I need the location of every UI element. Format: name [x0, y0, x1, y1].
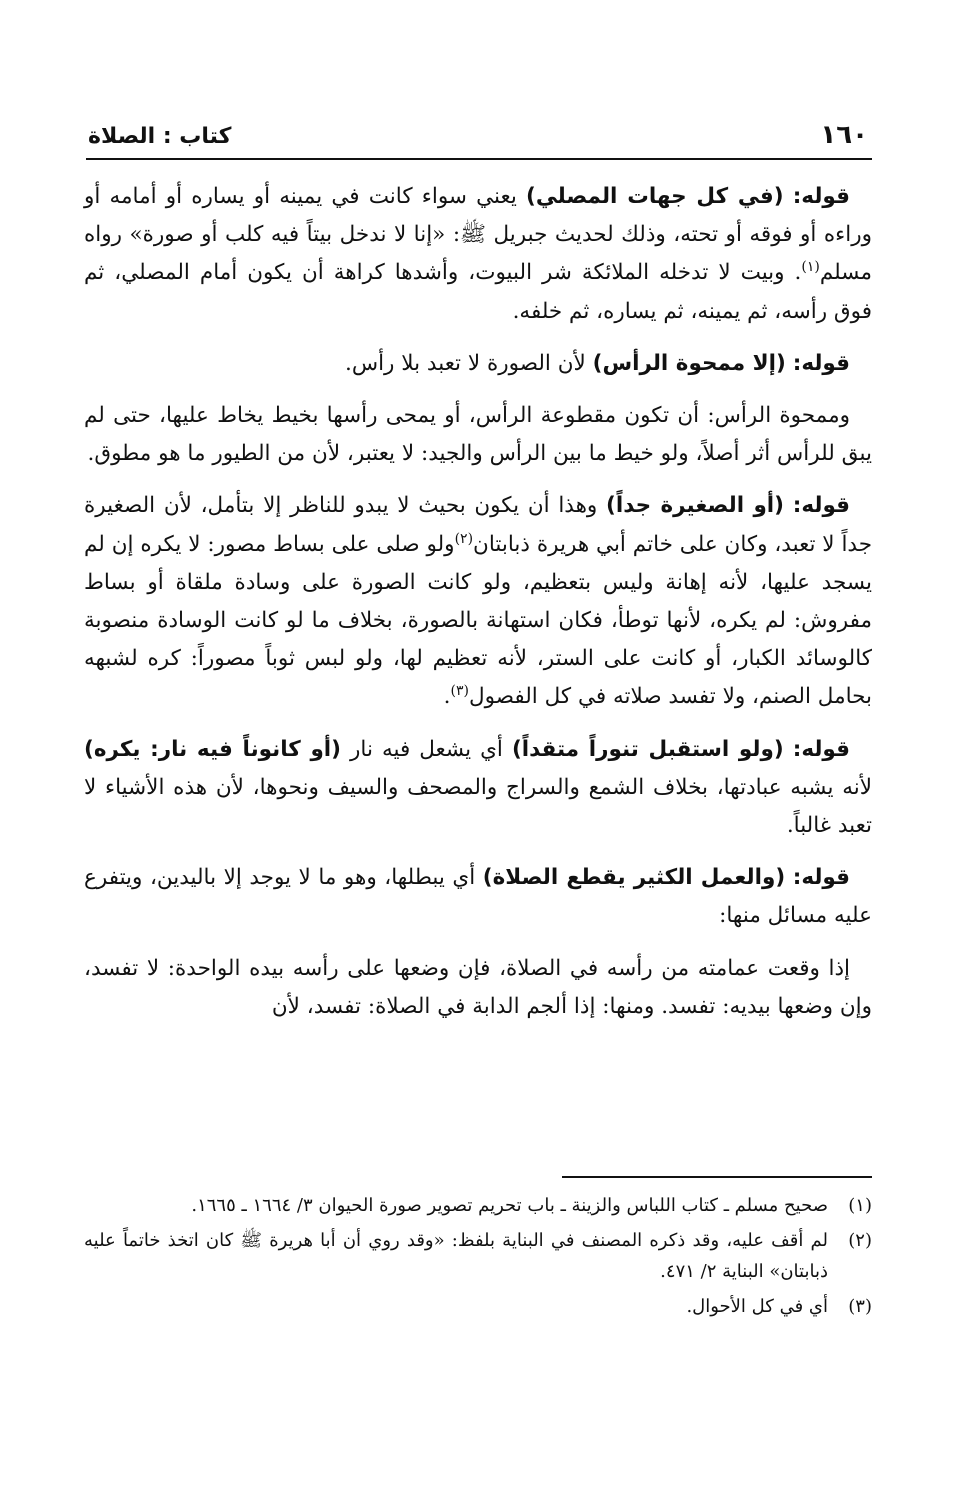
- paragraph-3: [84, 397, 872, 473]
- footnote-number: (٢): [848, 1230, 872, 1251]
- quoted-phrase: (ولو استقبل تنوراً متقداً): [511, 736, 784, 762]
- qawl-label: قوله:: [792, 493, 851, 519]
- paragraph-text: يعني سواء كانت في يمينه أو يساره أو أمامه أو وراءه أو فوقه أو تحته، وذلك لحديث جبريل ﷺ: «إنا لا ندخل بيتاً فيه كلب أو صورة» رواه مسلم: [84, 184, 872, 286]
- footnote-separator: [562, 1176, 872, 1178]
- paragraph-text-cont: ولو صلى على بساط مصور: لا يكره إن لم يسجد عليها، لأنه إهانة وليس بتعظيم، ولو كانت الصورة على وسادة ملقاة أو بساط مفروش: لم يكره، لأنها توطأ، فكان استهانة بالصورة، بخلاف ما لو كانت الوسادة منصوبة كالوسائد الكبار، أو كانت على الستر، لأنه تعظيم لها، ولو لبس ثوباً مصوراً: كره لشبهه بحامل الصنم، ولا تفسد صلاته في كل الفصول: [84, 531, 872, 710]
- running-title: كتاب : الصلاة: [88, 124, 232, 149]
- footnote-number: (٣): [848, 1296, 872, 1317]
- paragraph-7: [84, 950, 872, 1026]
- paragraph-text-cont: لأنه يشبه عبادتها، بخلاف الشمع والسراج والمصحف والسيف ونحوها، لأن هذه الأشياء لا تعبد غالباً.: [84, 774, 872, 839]
- quoted-phrase-2: (أو كانوناً فيه نار: يكره): [84, 736, 341, 762]
- paragraph-6: [84, 859, 872, 935]
- paragraph-1: [84, 178, 872, 331]
- main-text: [84, 178, 872, 1040]
- qawl-label: قوله:: [792, 350, 850, 376]
- paragraph-text: وممحوة الرأس: أن تكون مقطوعة الرأس، أو يمحى رأسها بخيط يخاط عليها، حتى لم يبق للرأس أثر أصلاً، ولو خيط ما بين الرأس والجيد: لا يعتبر، لأن من الطيور ما هو مطوق.: [84, 403, 872, 467]
- footnote-text: لم أقف عليه، وقد ذكره المصنف في البناية بلفظ: «وقد روي أن أبا هريرة ﷺ كان اتخذ خاتماً عليه ذبابتان» البناية ٢/ ٤٧١.: [84, 1230, 828, 1282]
- footnote-ref: (١): [801, 259, 820, 276]
- quoted-phrase: (إلا ممحوة الرأس): [592, 350, 786, 376]
- qawl-label: قوله:: [792, 865, 850, 891]
- footnote-2: [84, 1225, 872, 1287]
- paragraph-text: أي يشعل فيه نار: [341, 736, 512, 762]
- page-number: ١٦٠: [820, 120, 868, 150]
- paragraph-5: [84, 731, 872, 846]
- paragraph-text: لأن الصورة لا تعبد بلا رأس.: [345, 350, 593, 376]
- paragraph-text: إذا وقعت عمامته من رأسه في الصلاة، فإن وضعها على رأسه بيده الواحدة: لا تفسد، وإن وضعها بيديه: تفسد. ومنها: إذا ألجم الدابة في الصلاة: تفسد، لأن: [84, 955, 872, 1019]
- paragraph-text: أي يبطلها، وهو ما لا يوجد إلا باليدين، ويتفرع عليه مسائل منها:: [84, 865, 872, 929]
- footnote-ref: (٣): [450, 683, 469, 700]
- paragraph-4: [84, 487, 872, 716]
- footnote-number: (١): [848, 1195, 872, 1216]
- quoted-phrase: (في كل جهات المصلي): [526, 184, 784, 209]
- footnotes: [84, 1190, 872, 1326]
- paragraph-text: وهذا أن يكون بحيث لا يبدو للناظر إلا بتأمل، لأن الصغيرة جداً لا تعبد، وكان على خاتم أبي هريرة ذبابتان: [84, 493, 872, 557]
- paragraph-text-end: .: [443, 684, 451, 710]
- footnote-3: [84, 1291, 872, 1322]
- quoted-phrase: (أو الصغيرة جداً): [606, 493, 785, 519]
- qawl-label: قوله:: [792, 184, 850, 209]
- qawl-label: قوله:: [792, 736, 850, 762]
- paragraph-text-cont: . وبيت لا تدخله الملائكة شر البيوت، وأشدها كراهة أن يكون أمام المصلي، ثم فوق رأسه، ثم يمينه، ثم يساره، ثم خلفه.: [84, 260, 872, 324]
- paragraph-2: [84, 345, 872, 383]
- footnote-1: [84, 1190, 872, 1221]
- footnote-text: أي في كل الأحوال.: [686, 1296, 828, 1317]
- page-header: [86, 118, 872, 160]
- footnote-text: صحيح مسلم ـ كتاب اللباس والزينة ـ باب تحريم تصوير صورة الحيوان ٣/ ١٦٦٤ ـ ١٦٦٥.: [191, 1195, 828, 1216]
- footnote-ref: (٢): [454, 530, 474, 547]
- quoted-phrase: (والعمل الكثير يقطع الصلاة): [482, 865, 786, 891]
